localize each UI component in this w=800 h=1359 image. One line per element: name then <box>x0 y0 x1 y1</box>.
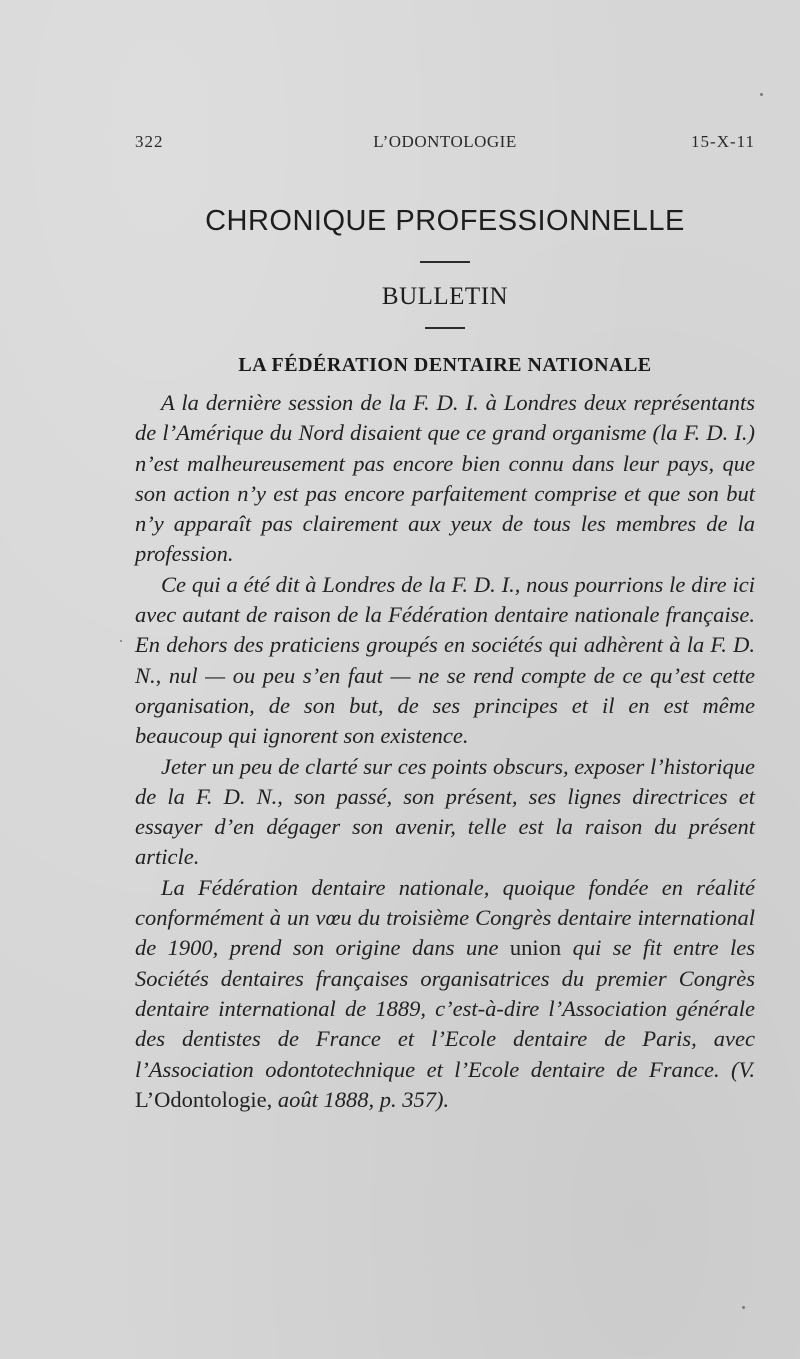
section-title: CHRONIQUE PROFESSIONNELLE <box>205 205 685 237</box>
paper-speck <box>742 1306 745 1309</box>
paragraph-4-part-2: qui se fit entre les Sociétés dentaires françaises organisatrices du premier Congrès dentaire international de 1889, c’est-à-dire l’Association générale des dentistes de France et l’Ecole dentaire de Paris, avec l’Association odontotechnique et l’Ecole dentaire de France. (V. <box>135 935 755 1082</box>
running-head <box>135 132 755 156</box>
issue-date: 15-X-11 <box>691 132 755 151</box>
page-number: 322 <box>135 132 164 151</box>
article-title: LA FÉDÉRATION DENTAIRE NATIONALE <box>238 354 652 376</box>
article-body <box>135 388 755 1115</box>
paragraph-2: Ce qui a été dit à Londres de la F. D. I., nous pourrions le dire ici avec autant de raison de la Fédération dentaire nationale française. En dehors des praticiens groupés en sociétés qui adhèrent à la F. D. N., nul — ou peu s’en faut — ne se rend compte de ce qu’est cette organisation, de son but, de ses principes et il en est même beaucoup qui ignorent son existence. <box>135 571 755 749</box>
title-divider <box>420 261 470 263</box>
journal-reference: L’Odontologie, <box>135 1086 273 1112</box>
paragraph-4-part-1: La Fédération dentaire nationale, quoique fondée en réalité conformément à un vœu du troisième Congrès dentaire international de 1900, prend son origine dans une <box>135 874 755 961</box>
paragraph-4 <box>135 873 755 1115</box>
paragraph-4-union: union <box>509 935 562 961</box>
journal-title: L’ODONTOLOGIE <box>373 132 517 151</box>
paper-speck <box>120 640 122 642</box>
paragraph-1: A la dernière session de la F. D. I. à Londres deux représentants de l’Amérique du Nord disaient que ce grand organisme (la F. D. I.) n’est malheureusement pas encore bien connu dans leur pays, que son action n’y est pas encore parfaitement comprise et que son but n’y apparaît pas clairement aux yeux de tous les membres de la profession. <box>135 390 755 567</box>
subtitle: BULLETIN <box>381 283 509 310</box>
paragraph-4-part-3: août 1888, p. 357). <box>272 1086 450 1112</box>
paragraph-3: Jeter un peu de clarté sur ces points obscurs, exposer l’historique de la F. D. N., son passé, son présent, ses lignes directrices et essayer d’en dégager son avenir, telle est la raison du présent article. <box>135 753 755 870</box>
paper-speck <box>760 93 763 96</box>
subtitle-divider <box>425 327 465 329</box>
